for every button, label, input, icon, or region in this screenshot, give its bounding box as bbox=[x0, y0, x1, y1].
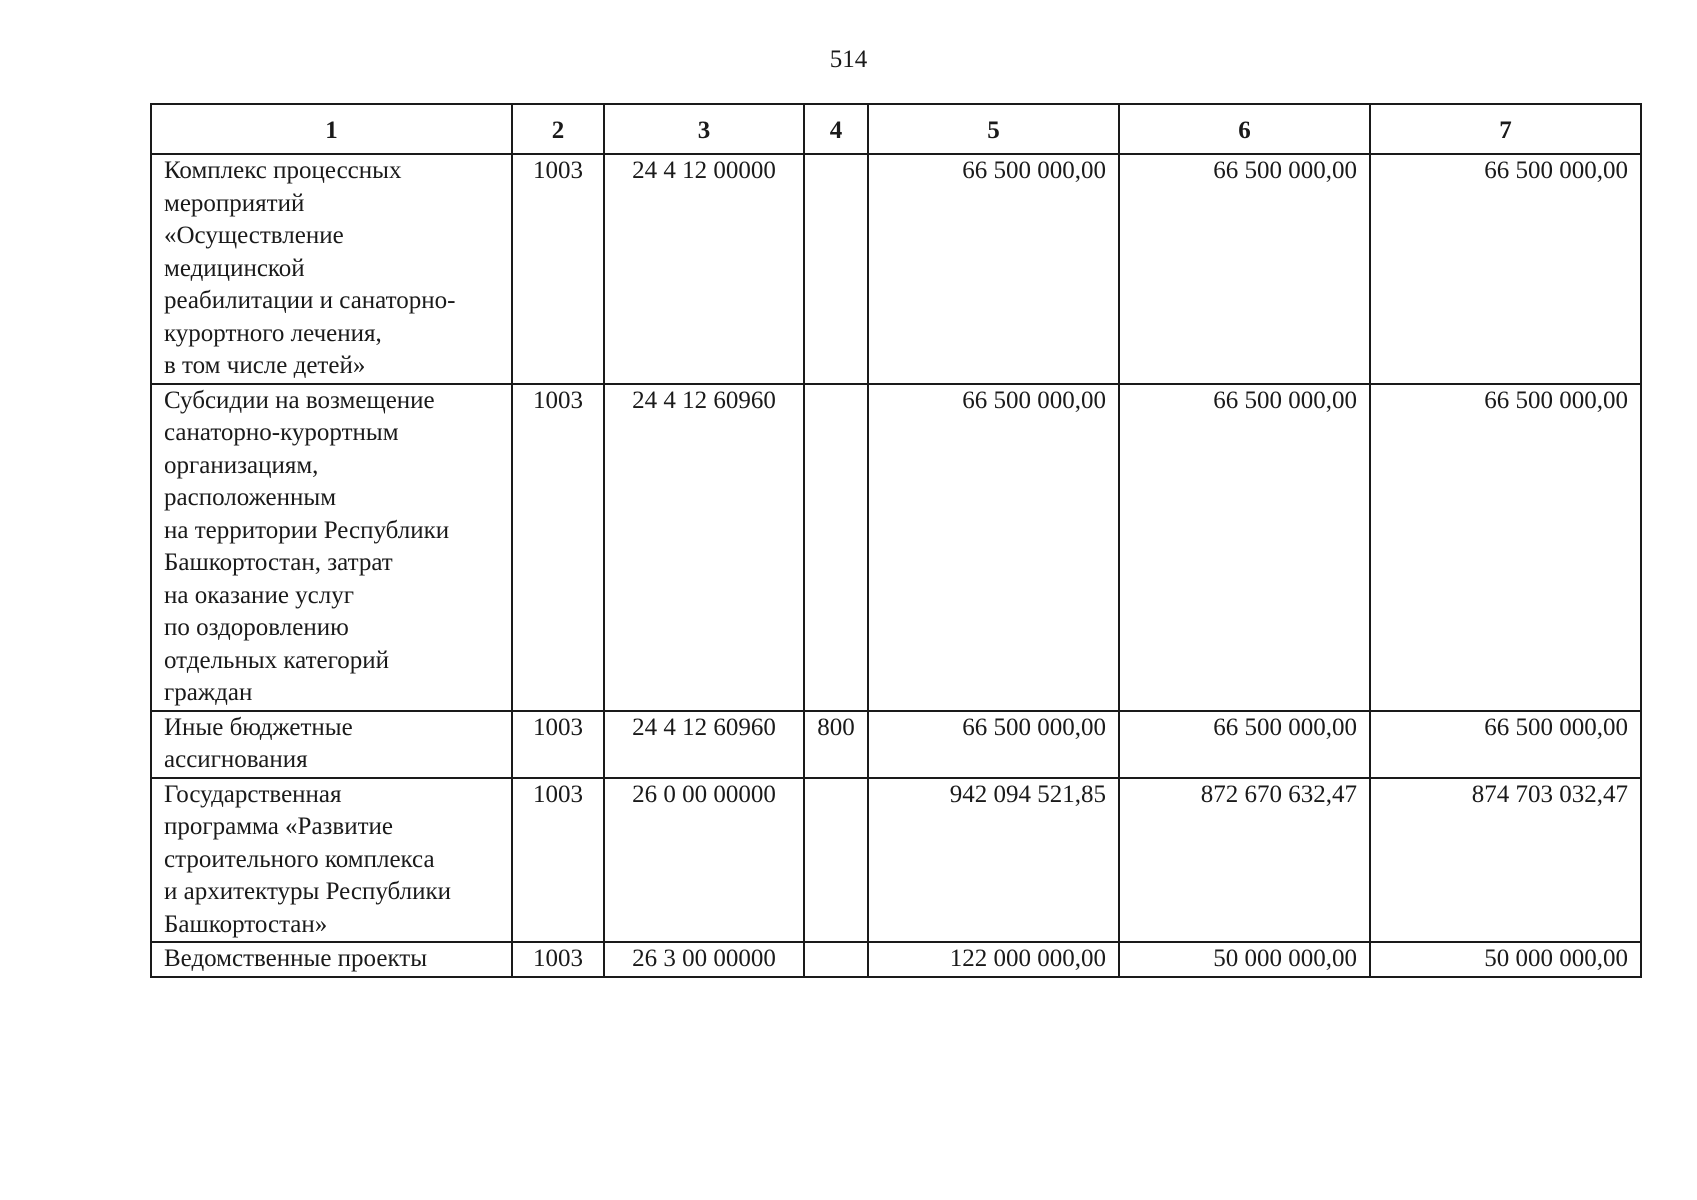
row-target: 26 3 00 00000 bbox=[604, 942, 804, 977]
column-header-6: 6 bbox=[1119, 104, 1370, 154]
row-section: 1003 bbox=[512, 778, 604, 943]
row-name: Комплекс процессных мероприятий «Осуществление медицинской реабилитации и санаторно- курортного лечения, в том числе детей» bbox=[151, 154, 512, 384]
row-target: 26 0 00 00000 bbox=[604, 778, 804, 943]
row-amount-2: 50 000 000,00 bbox=[1119, 942, 1370, 977]
column-header-3: 3 bbox=[604, 104, 804, 154]
row-expense-type bbox=[804, 778, 868, 943]
row-amount-2: 66 500 000,00 bbox=[1119, 384, 1370, 711]
row-name: Государственная программа «Развитие строительного комплекса и архитектуры Республики Башкортостан» bbox=[151, 778, 512, 943]
row-amount-3: 66 500 000,00 bbox=[1370, 711, 1641, 778]
row-amount-2: 66 500 000,00 bbox=[1119, 154, 1370, 384]
table-row bbox=[151, 778, 1641, 943]
row-amount-3: 66 500 000,00 bbox=[1370, 154, 1641, 384]
row-section: 1003 bbox=[512, 711, 604, 778]
row-section: 1003 bbox=[512, 384, 604, 711]
row-name: Субсидии на возмещение санаторно-курортным организациям, расположенным на территории Республики Башкортостан, затрат на оказание услуг по оздоровлению отдельных категорий граждан bbox=[151, 384, 512, 711]
row-name: Иные бюджетные ассигнования bbox=[151, 711, 512, 778]
row-amount-1: 66 500 000,00 bbox=[868, 384, 1119, 711]
table-row bbox=[151, 384, 1641, 711]
row-amount-1: 942 094 521,85 bbox=[868, 778, 1119, 943]
page-number: 514 bbox=[829, 46, 868, 73]
row-amount-1: 122 000 000,00 bbox=[868, 942, 1119, 977]
column-header-1: 1 bbox=[151, 104, 512, 154]
row-expense-type bbox=[804, 154, 868, 384]
budget-table bbox=[150, 103, 1642, 978]
column-header-2: 2 bbox=[512, 104, 604, 154]
row-expense-type bbox=[804, 942, 868, 977]
row-amount-3: 50 000 000,00 bbox=[1370, 942, 1641, 977]
table-row bbox=[151, 154, 1641, 384]
row-section: 1003 bbox=[512, 154, 604, 384]
table-row bbox=[151, 942, 1641, 977]
row-amount-1: 66 500 000,00 bbox=[868, 154, 1119, 384]
row-target: 24 4 12 00000 bbox=[604, 154, 804, 384]
row-amount-3: 874 703 032,47 bbox=[1370, 778, 1641, 943]
column-header-4: 4 bbox=[804, 104, 868, 154]
row-expense-type bbox=[804, 384, 868, 711]
table-row bbox=[151, 711, 1641, 778]
row-target: 24 4 12 60960 bbox=[604, 384, 804, 711]
column-header-5: 5 bbox=[868, 104, 1119, 154]
column-header-7: 7 bbox=[1370, 104, 1641, 154]
row-amount-1: 66 500 000,00 bbox=[868, 711, 1119, 778]
row-expense-type: 800 bbox=[804, 711, 868, 778]
row-target: 24 4 12 60960 bbox=[604, 711, 804, 778]
row-amount-2: 66 500 000,00 bbox=[1119, 711, 1370, 778]
row-section: 1003 bbox=[512, 942, 604, 977]
row-name: Ведомственные проекты bbox=[151, 942, 512, 977]
row-amount-2: 872 670 632,47 bbox=[1119, 778, 1370, 943]
row-amount-3: 66 500 000,00 bbox=[1370, 384, 1641, 711]
table-header-row bbox=[151, 104, 1641, 154]
